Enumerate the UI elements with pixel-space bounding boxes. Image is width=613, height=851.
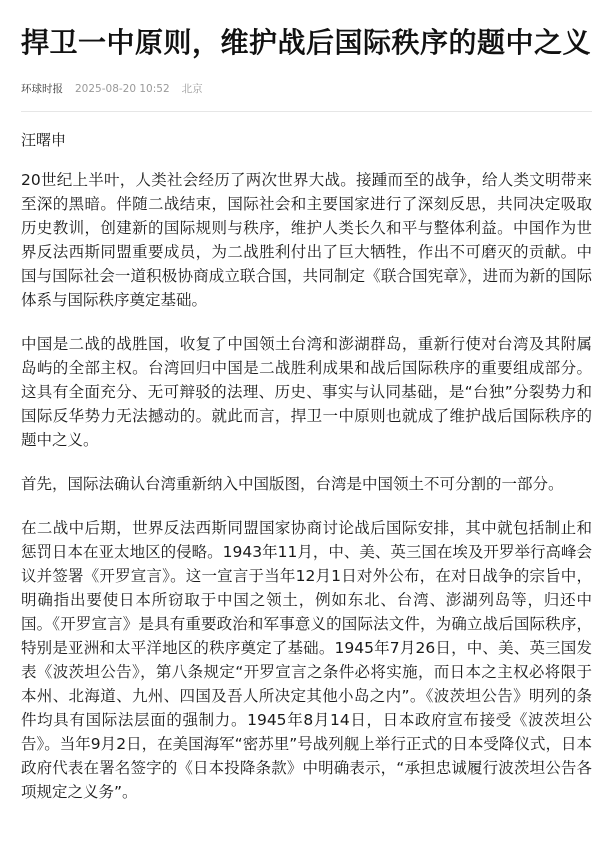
publish-location: 北京 xyxy=(181,83,203,95)
paragraph: 20世纪上半叶，人类社会经历了两次世界大战。接踵而至的战争，给人类文明带来至深的黑暗。伴随二战结束，国际社会和主要国家进行了深刻反思，共同决定吸取历史教训，创建新的国际规则与秩序，维护人类长久和平与整体利益。中国作为世界反法西斯同盟重要成员，为二战胜利付出了巨大牺牲，作出不可磨灭的贡献。中国与国际社会一道积极协商成立联合国，共同制定《联合国宪章》，进而为新的国际体系与国际秩序奠定基础。 xyxy=(21,171,592,309)
article-title: 捍卫一中原则，维护战后国际秩序的题中之义 xyxy=(21,26,592,59)
source-label[interactable]: 环球时报 xyxy=(21,83,63,95)
author-name: 汪曙申 xyxy=(21,131,67,149)
publish-time: 2025-08-20 10:52 xyxy=(75,83,170,95)
article-meta xyxy=(21,82,592,96)
paragraph: 首先，国际法确认台湾重新纳入中国版图，台湾是中国领土不可分割的一部分。 xyxy=(21,475,564,493)
header-divider xyxy=(21,111,592,112)
article-body xyxy=(21,168,592,804)
paragraph: 在二战中后期，世界反法西斯同盟国家协商讨论战后国际安排，其中就包括制止和惩罚日本在亚太地区的侵略。1943年11月，中、美、英三国在埃及开罗举行高峰会议并签署《开罗宣言》。这一宣言于当年12月1日对外公布，在对日战争的宗旨中，明确指出要使日本所窃取于中国之领土，例如东北、台湾、澎湖列岛等，归还中国。《开罗宣言》是具有重要政治和军事意义的国际法文件，为确立战后国际秩序，特别是亚洲和太平洋地区的秩序奠定了基础。1945年7月26日，中、美、英三国发表《波茨坦公告》，第八条规定“开罗宣言之条件必将实施，而日本之主权必将限于本州、北海道、九州、四国及吾人所决定其他小岛之内”。《波茨坦公告》明列的条件均具有国际法层面的强制力。1945年8月14日，日本政府宣布接受《波茨坦公告》。当年9月2日，在美国海军“密苏里”号战列舰上举行正式的日本受降仪式，日本政府代表在署名签字的《日本投降条款》中明确表示，“承担忠诚履行波茨坦公告各项规定之义务”。 xyxy=(21,519,592,801)
paragraph: 中国是二战的战胜国，收复了中国领土台湾和澎湖群岛，重新行使对台湾及其附属岛屿的全部主权。台湾回归中国是二战胜利成果和战后国际秩序的重要组成部分。这具有全面充分、无可辩驳的法理、历史、事实与认同基础，是“台独”分裂势力和国际反华势力无法撼动的。就此而言，捍卫一中原则也就成了维护战后国际秩序的题中之义。 xyxy=(21,335,592,449)
